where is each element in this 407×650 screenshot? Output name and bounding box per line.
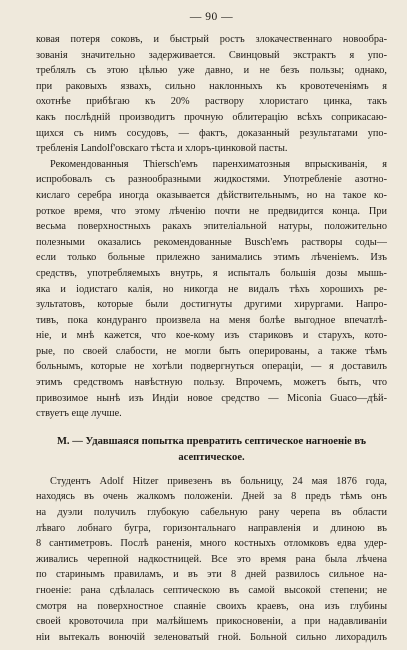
text-line: 8 сантиметровъ. Послѣ раненія, много костныхъ отломковъ едва удер- — [36, 538, 387, 550]
text-line: охотнѣе прибѣгаю къ 20% раствору хлористаго цинка, такъ — [36, 96, 387, 108]
text-line: ковая потеря соковъ, и быстрый ростъ злокачественнаго новообра- — [36, 34, 387, 45]
text-line: весьма поверхностныхъ ракахъ эпителіальной натуры, положительно — [36, 221, 387, 233]
text-line: роткое время, что этому лѣченію почти не предвидится конца. При — [36, 205, 387, 217]
text-line: кислаго серебра иногда оказывается дѣйствительнымъ, но на такое ко- — [36, 189, 387, 201]
paragraph-injections — [36, 157, 387, 422]
text-line: средствъ, употребляемыхъ внутрь, я испыталъ большія дозы мышь- — [36, 267, 387, 279]
text-line: какъ послѣдній производитъ прочную облитерацію всѣхъ соприкасаю- — [36, 111, 387, 123]
text-line: зультатовъ, которые были достигнуты другими хирургами. Напро- — [36, 299, 387, 311]
section-heading-line: M. — Удавшаяся попытка превратить септическое нагноеніе въ — [56, 435, 367, 447]
paragraph-case-report — [36, 474, 387, 646]
text-line: Рекомендованныя Thiersch'емъ паренхиматозныя впрыскиванія, я — [50, 158, 387, 170]
text-line: треблялъ съ этою цѣлью уже давно, и не безъ пользы; однако, — [36, 65, 387, 77]
text-line: на дуэли получилъ глубокую сабельную рану черепа въ области — [36, 507, 387, 519]
text-line: при раковыхъ язвахъ, сильно наклонныхъ къ кровотеченіямъ я — [36, 80, 387, 92]
text-line: ніи вытекалъ вонючій зеленоватый гной. Больной сильно лихорадилъ — [36, 631, 387, 643]
text-line: этимъ средствомъ навѣстную пользу. Впрочемъ, можетъ быть, что — [36, 377, 387, 389]
page-number: — 90 — — [189, 11, 234, 23]
text-line: смотря на поверхностное спаяніе своихъ краевъ, она изъ глубины — [36, 600, 387, 612]
text-line: находясь въ очень жалкомъ положеніи. Дней за 8 предъ тѣмъ онъ — [36, 491, 387, 503]
text-line: рые, по своей слабости, не могли быть оперированы, а также тѣмъ — [36, 345, 387, 357]
text-line: тивъ, пока кондуранго произвела на меня болѣе выгодное впечатлѣ- — [36, 314, 387, 326]
paragraph-cancer-treatment — [36, 32, 387, 157]
text-line: испробовалъ съ разнообразными жидкостями. Употребленіе азотно- — [36, 174, 387, 186]
text-line: требленія Landolf'овскаго тѣста и хлоръ-цинковой пасты. — [36, 143, 288, 155]
text-line: по старинымъ правиламъ, и въ эти 8 дней развилось сильное на- — [36, 569, 387, 581]
text-line: щихся съ нимъ сосудовъ, — фактъ, доказанный результатами упо- — [36, 127, 387, 139]
text-line: полезными оказались рекомендованные Busch'емъ растворы соды— — [36, 236, 387, 248]
section-heading-line: асептическое. — [178, 451, 245, 463]
text-line: яка и іодистаго калія, но никогда не видалъ тѣхъ хорошихъ ре- — [36, 283, 387, 295]
text-line: ствуетъ еще лучше. — [36, 408, 122, 420]
text-line: Студентъ Adolf Hitzer привезенъ въ больницу, 24 мая 1876 года, — [50, 475, 387, 487]
text-line: если только больные прилежно занимались этимъ лѣченіемъ. Изъ — [36, 252, 387, 264]
text-line: больнымъ, которые не хотѣли подвергнуться операціи, — я доставилъ — [36, 361, 387, 373]
text-line: лѣваго лобнаго бугра, горизонтальнаго направленія и длиною въ — [36, 522, 387, 534]
text-line: ніе, и мнѣ кажется, что кое-кому изъ стариковъ и старухъ, кото- — [36, 330, 387, 342]
text-line: привозимое нынѣ изъ Индіи новое средство — Miconia Guaco—дѣй- — [36, 392, 387, 404]
section-heading — [36, 434, 387, 466]
text-line: зованія значительно задерживается. Свинцовый экстрактъ я упо- — [36, 49, 387, 61]
text-line: гноеніе: рана сдѣлалась септическою въ самой высокой степени; не — [36, 585, 387, 596]
text-line: живались черепной надкостницей. Все это время рана была лѣчена — [36, 553, 387, 565]
text-line: своей кровоточила при малѣйшемъ прикосновеніи, а при надавливаніи — [36, 616, 387, 628]
